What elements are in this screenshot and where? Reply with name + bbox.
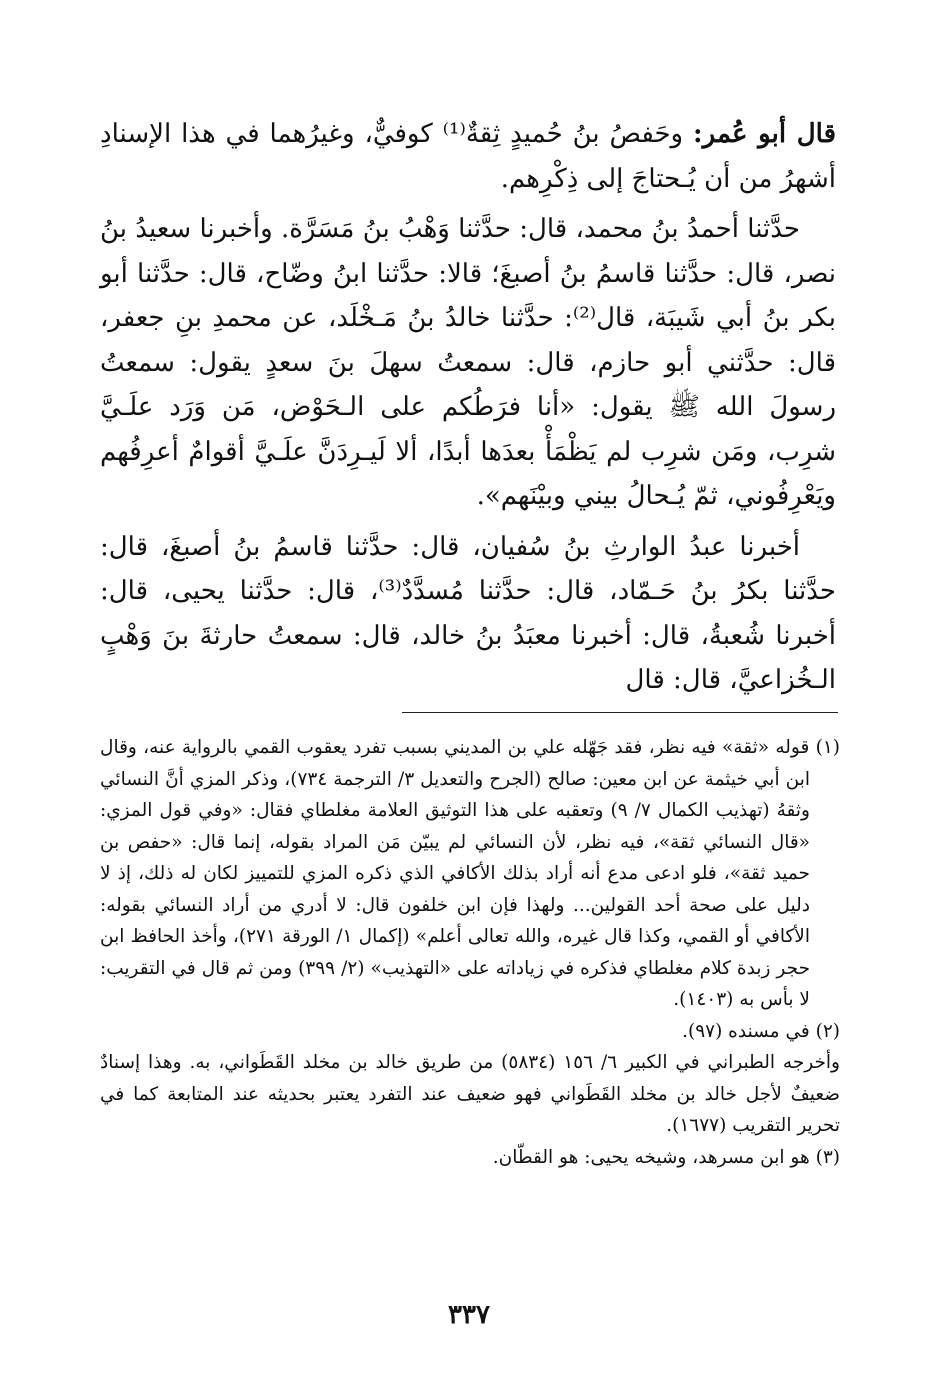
footnote-text: قوله «ثقة» فيه نظر، فقد جَهّله علي بن المديني بسبب تفرد يعقوب القمي بالرواية عنه، وقال ابن أبي خيثمة عن ابن معين: صالح (الجرح والتعديل ٣/ الترجمة ٧٣٤)، وذكر المزي أنَّ النسائي وثقهُ (تهذيب الكمال ٧/ ٩) وتعقبه على هذا التوثيق العلامة مغلطاي فقال: «وفي قول المزي: «قال النسائي ثقة»، فيه نظر، لأن النسائي لم يبيّن مَن المراد بقوله، إنما قال: «حفص بن حميد ثقة»، فلو ادعى مدع أنه أراد بذلك الأكافي الذي ذكره المزي للتمييز لكان له ذلك، إذ لا دليل على صحة أحد القولين... ولهذا فإن ابن خلفون قال: لا أدري من أراد النسائي بقوله: الأكافي أو القمي، وكذا قال غيره، والله تعالى أعلم» (إكمال ١/ الورقة ٢٧١)، وأخذ الحافظ ابن حجر زبدة كلام مغلطاي فذكره في زياداته على «التهذيب» (٢/ ٣٩٩) ومن ثم قال في التقريب: لا بأس به (١٤٠٣).: [100, 737, 811, 1010]
page-number: ٣٣٧: [448, 1300, 490, 1330]
paragraph-lead: قال أبو عُمر:: [693, 119, 836, 149]
footnote-divider: [402, 712, 838, 713]
footnote-3: [100, 1142, 840, 1174]
footnote-1: [100, 732, 840, 1016]
footnote-2-continuation: وأخرجه الطبراني في الكبير ٦/ ١٥٦ (٥٨٣٤) من طريق خالد بن مخلد القَطَواني، به. وهذا إسنادٌ ضعيفٌ لأجل خالد بن مخلد القَطَواني فهو ضعيف عند التفرد يعتبر بحديثه عند المتابعة كما في تحرير التقريب (١٦٧٧).: [100, 1052, 840, 1136]
footnote-text: هو ابن مسرهد، وشيخه يحيى: هو القطّان.: [492, 1146, 810, 1168]
paragraph-3: أخبرنا عبدُ الوارثِ بنُ سُفيان، قال: حدَّثنا قاسمُ بنُ أصبغَ، قال: حدَّثنا بكرُ بنُ حَـمّاد، قال: حدَّثنا مُسدَّدٌ⁽³⁾، قال: حدَّثنا يحيى، قال: أخبرنا شُعبةُ، قال: أخبرنا معبَدُ بنُ خالد، قال: سمعتُ حارثةَ بنَ وَهْبٍ الـخُزاعيَّ، قال: قال: [100, 531, 836, 695]
footnote-2: [100, 1016, 840, 1048]
footnote-marker: (٢): [815, 1020, 840, 1042]
paragraph-1: [100, 112, 836, 201]
footnotes: [100, 732, 840, 1173]
paragraph-text: وحَفصُ بنُ حُميدٍ ثِقةٌ⁽¹⁾ كوفيٌّ، وغيرُهما في هذا الإسنادِ أشهرُ من أن يُـحتاجَ إلى ذِكْرِهم.: [100, 119, 836, 194]
footnote-marker: (٣): [815, 1146, 840, 1168]
footnote-text: في مسنده (٩٧).: [682, 1020, 810, 1042]
footnote-marker: (١): [815, 737, 840, 758]
paragraph-2: حدَّثنا أحمدُ بنُ محمد، قال: حدَّثنا وَهْبُ بنُ مَسَرَّة. وأخبرنا سعيدُ بنُ نصر، قال: حدَّثنا قاسمُ بنُ أصبغَ؛ قالا: حدَّثنا ابنُ وضّاح، قال: حدَّثنا أبو بكر بنُ أبي شَيبَة، قال⁽²⁾: حدَّثنا خالدُ بنُ مَـخْلَد، عن محمدِ بنِ جعفر، قال: حدَّثني أبو حازم، قال: سمعتُ سهلَ بنَ سعدٍ يقول: سمعتُ رسولَ الله ﷺ يقول: «أنا فرَطُكم على الـحَوْض، مَن وَرَد علَـيَّ شرِب، ومَن شرِب لم يَظْمَأْ بعدَها أبدًا، ألا لَيـرِدَنَّ علَـيَّ أقوامٌ أعرِفُهم ويَعْرِفُوني، ثمّ يُـحالُ بيني وبيْنَهم».: [100, 214, 837, 511]
main-text: [100, 112, 836, 709]
